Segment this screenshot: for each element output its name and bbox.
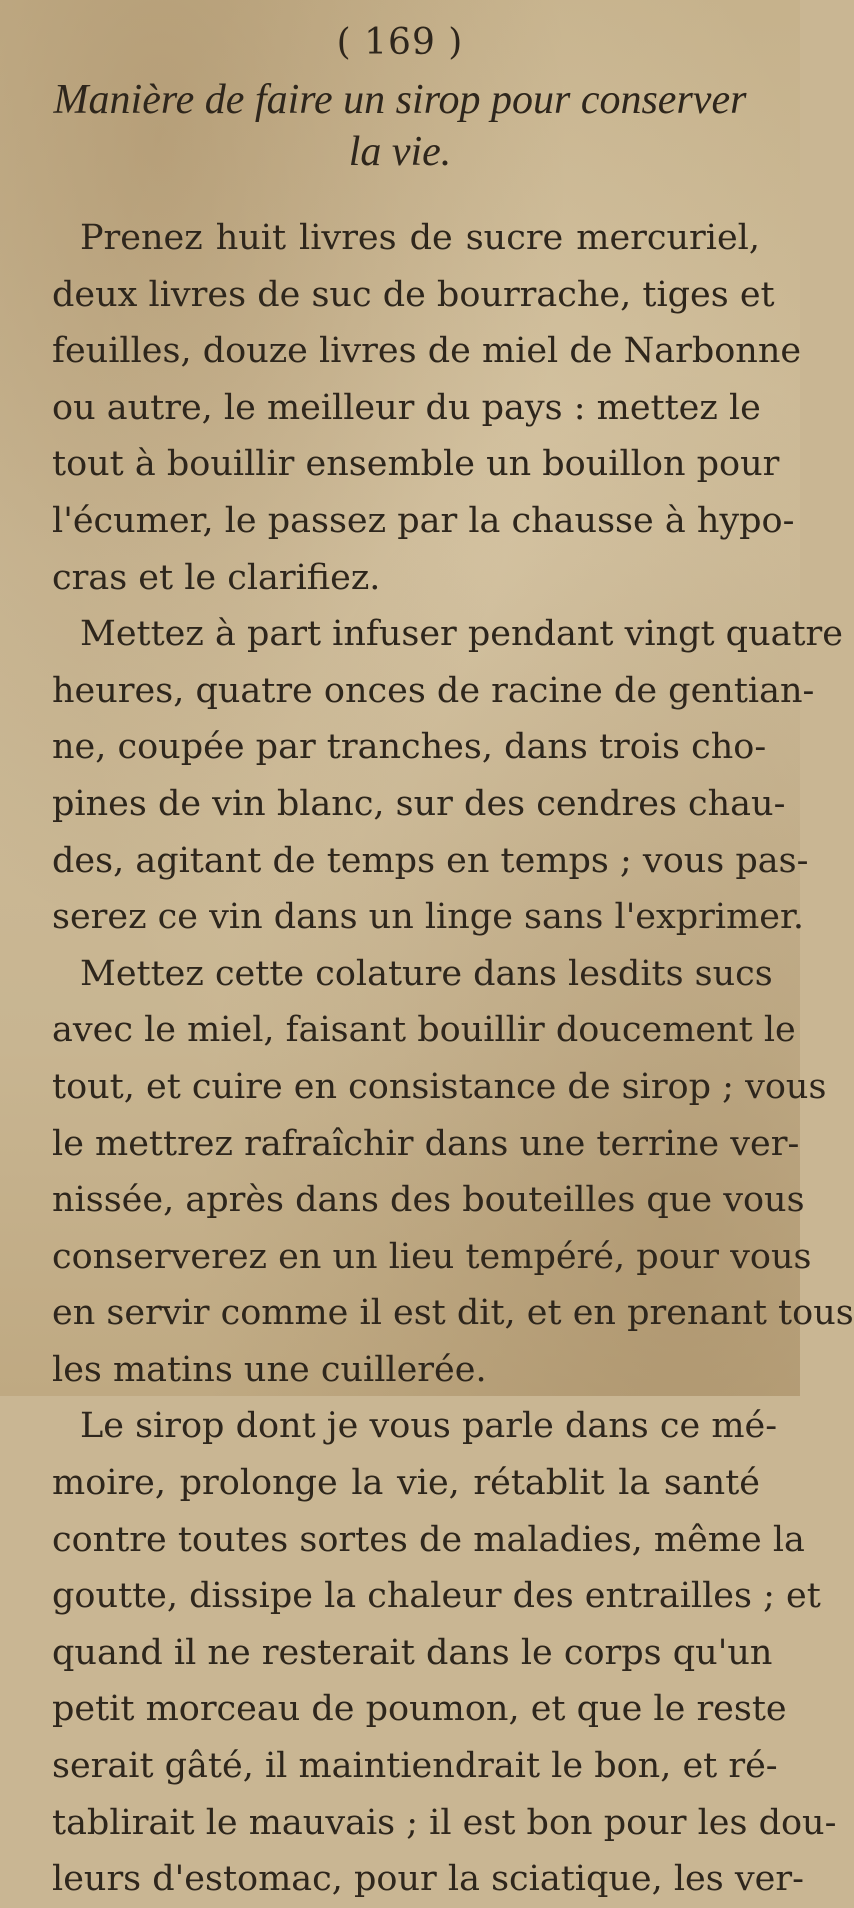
text-line: serait gâté, il maintiendrait le bon, et ré- bbox=[52, 1746, 778, 1787]
text-line: tout, et cuire en consistance de sirop ; vous bbox=[52, 1066, 827, 1107]
text-line: ne, coupée par tranches, dans trois cho- bbox=[52, 727, 767, 768]
recipe-title bbox=[0, 74, 800, 178]
text-line: pines de vin blanc, sur des cendres chau- bbox=[52, 783, 786, 824]
page-number: ( 169 ) bbox=[336, 22, 464, 63]
text-line: tout à bouillir ensemble un bouillon pour bbox=[52, 444, 780, 485]
text-line: les matins une cuillerée. bbox=[52, 1349, 487, 1390]
text-line: avec le miel, faisant bouillir doucement le bbox=[52, 1010, 796, 1051]
text-line: en servir comme il est dit, et en prenant tous bbox=[52, 1293, 854, 1334]
text-line: leurs d'estomac, pour la sciatique, les ver- bbox=[52, 1859, 804, 1900]
text-line: Mettez cette colature dans lesdits sucs bbox=[80, 953, 773, 994]
text-line: contre toutes sortes de maladies, même la bbox=[52, 1519, 805, 1560]
text-line: cras et le clarifiez. bbox=[52, 557, 381, 598]
text-line: nissée, après dans des bouteilles que vous bbox=[52, 1180, 805, 1221]
text-line: deux livres de suc de bourrache, tiges et bbox=[52, 274, 775, 315]
text-line: conserverez en un lieu tempéré, pour vous bbox=[52, 1236, 812, 1277]
body-text bbox=[52, 210, 854, 1908]
text-line: serez ce vin dans un linge sans l'exprimer. bbox=[52, 897, 805, 938]
text-line: feuilles, douze livres de miel de Narbonne bbox=[52, 331, 802, 372]
text-line: tablirait le mauvais ; il est bon pour les dou- bbox=[52, 1802, 837, 1843]
title-line-2: la vie. bbox=[348, 129, 452, 175]
text-line: le mettrez rafraîchir dans une terrine ver- bbox=[52, 1123, 800, 1164]
text-line: ou autre, le meilleur du pays : mettez le bbox=[52, 387, 761, 428]
text-line: moire, prolonge la vie, rétablit la santé bbox=[52, 1463, 760, 1504]
text-line: Le sirop dont je vous parle dans ce mé- bbox=[80, 1406, 778, 1447]
title-line-1: Manière de faire un sirop pour conserver bbox=[53, 77, 747, 123]
text-line: Prenez huit livres de sucre mercuriel, bbox=[80, 218, 760, 258]
text-line: l'écumer, le passez par la chausse à hypo- bbox=[52, 500, 795, 541]
text-line: Mettez à part infuser pendant vingt quatre bbox=[80, 614, 843, 655]
text-line: goutte, dissipe la chaleur des entrailles ; et bbox=[52, 1576, 821, 1617]
text-line: heures, quatre onces de racine de gentian- bbox=[52, 670, 815, 711]
text-line: quand il ne resterait dans le corps qu'un bbox=[52, 1632, 773, 1673]
text-line: des, agitant de temps en temps ; vous pas- bbox=[52, 840, 809, 881]
text-line: petit morceau de poumon, et que le reste bbox=[52, 1689, 787, 1730]
